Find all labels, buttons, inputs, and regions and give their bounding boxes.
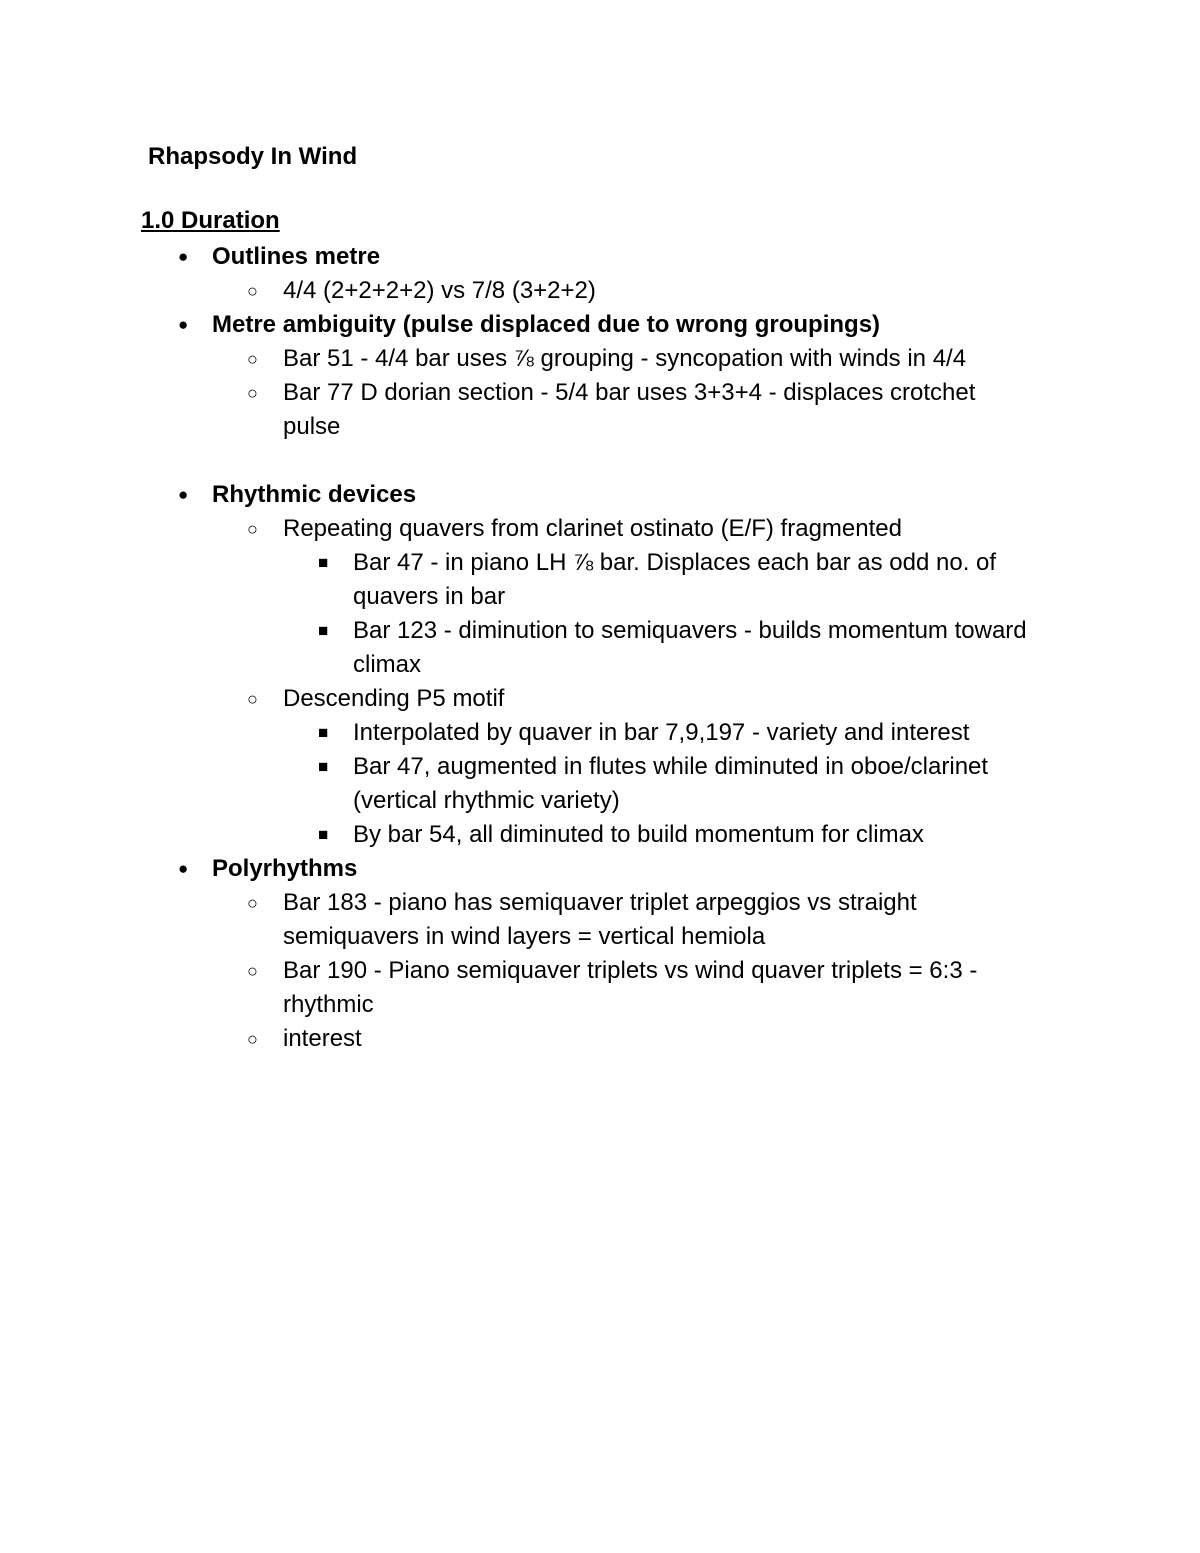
bullet-circle-icon: ○ (247, 383, 258, 403)
bullet-circle-icon: ○ (247, 961, 258, 981)
list-item-level3 (0, 546, 1043, 614)
list-item-level2 (0, 954, 1033, 1022)
list-item-text: Bar 190 - Piano semiquaver triplets vs wind quaver triplets = 6:3 - rhythmic (283, 957, 978, 1018)
document-title: Rhapsody In Wind (148, 143, 358, 170)
section-heading-duration: 1.0 Duration (141, 207, 280, 234)
list-item-level2 (0, 886, 1033, 954)
list-item-level2 (0, 342, 1033, 376)
list-item-text: Bar 47, augmented in flutes while diminuted in oboe/clarinet (vertical rhythmic variety) (353, 753, 989, 814)
list-item-text: By bar 54, all diminuted to build momentum for climax (353, 821, 924, 848)
bullet-circle-icon: ○ (247, 893, 258, 913)
list-item-level3 (0, 750, 1043, 818)
list-item-level2 (0, 1022, 1033, 1056)
list-item-level3 (0, 818, 1043, 852)
blank-line (0, 444, 1200, 478)
bullet-circle-icon: ○ (247, 1029, 258, 1049)
bullet-disc-icon: ● (178, 485, 189, 504)
list-item-text: 4/4 (2+2+2+2) vs 7/8 (3+2+2) (283, 277, 596, 304)
bullet-list (0, 240, 1200, 1056)
bullet-square-icon: ■ (318, 757, 329, 776)
bullet-square-icon: ■ (318, 621, 329, 640)
bullet-disc-icon: ● (178, 859, 189, 878)
list-item-text: Bar 123 - diminution to semiquavers - builds momentum toward climax (353, 617, 1027, 678)
list-item-level3 (0, 614, 1043, 682)
bullet-disc-icon: ● (178, 247, 189, 266)
list-item-text: Repeating quavers from clarinet ostinato (E/F) fragmented (283, 515, 902, 542)
list-item-text: Descending P5 motif (283, 685, 505, 712)
list-item-level1 (0, 478, 1032, 512)
bullet-circle-icon: ○ (247, 281, 258, 301)
bullet-square-icon: ■ (318, 825, 329, 844)
bullet-square-icon: ■ (318, 553, 329, 572)
bullet-circle-icon: ○ (247, 689, 258, 709)
list-item-text: Bar 77 D dorian section - 5/4 bar uses 3+3+4 - displaces crotchet pulse (283, 379, 976, 440)
list-item-level2 (0, 274, 1033, 308)
list-item-level1 (0, 240, 1032, 274)
list-item-text: Metre ambiguity (pulse displaced due to wrong groupings) (212, 311, 881, 338)
list-item-level3 (0, 716, 1043, 750)
list-item-text: Interpolated by quaver in bar 7,9,197 - variety and interest (353, 719, 970, 746)
list-item-text: Bar 51 - 4/4 bar uses ⅞ grouping - syncopation with winds in 4/4 (283, 345, 967, 372)
list-item-text: Outlines metre (212, 243, 381, 270)
list-item-text: Bar 47 - in piano LH ⅞ bar. Displaces each bar as odd no. of quavers in bar (353, 549, 997, 610)
list-item-level1 (0, 852, 1032, 886)
list-item-level2 (0, 512, 1033, 546)
list-item-level1 (0, 308, 1032, 342)
bullet-circle-icon: ○ (247, 519, 258, 539)
list-item-text: Rhythmic devices (212, 481, 417, 508)
list-item-level2 (0, 376, 1033, 444)
list-item-text: Bar 183 - piano has semiquaver triplet arpeggios vs straight semiquavers in wind layers = vertical hemiola (283, 889, 917, 950)
bullet-disc-icon: ● (178, 315, 189, 334)
list-item-text: Polyrhythms (212, 855, 358, 882)
list-item-text: interest (283, 1025, 362, 1052)
bullet-circle-icon: ○ (247, 349, 258, 369)
bullet-square-icon: ■ (318, 723, 329, 742)
list-item-level2 (0, 682, 1033, 716)
